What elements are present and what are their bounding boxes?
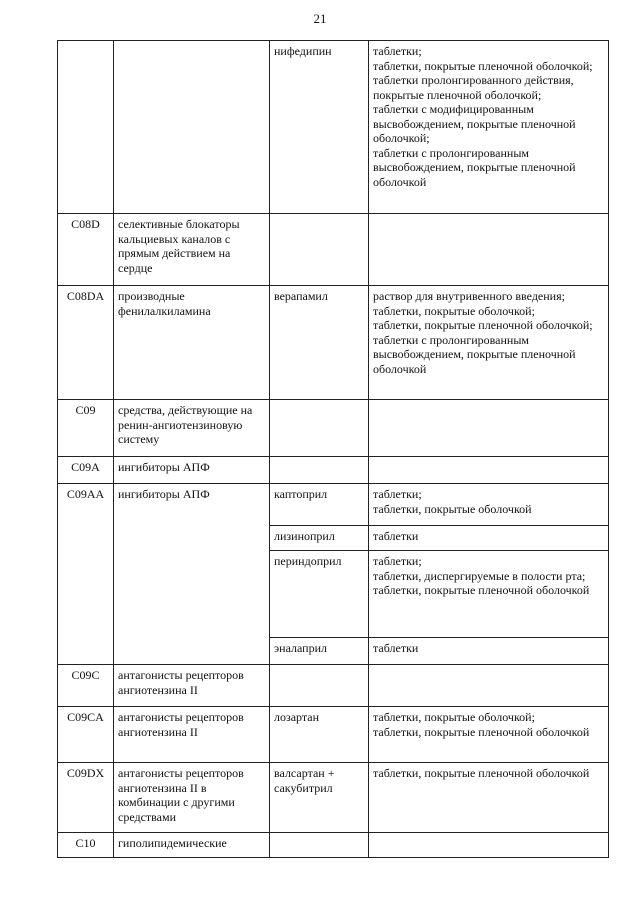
dosage-form-cell bbox=[369, 400, 609, 457]
atc-code-cell: C09DX bbox=[58, 763, 114, 833]
dosage-form-line: таблетки, покрытые пленочной оболочкой; bbox=[373, 58, 593, 73]
inn-cell: лозартан bbox=[270, 707, 369, 763]
atc-group-cell bbox=[114, 526, 270, 551]
dosage-form-cell bbox=[369, 833, 609, 858]
dosage-form-line: таблетки, покрытые пленочной оболочкой bbox=[373, 766, 590, 780]
dosage-form-line: таблетки, покрытые пленочной оболочкой; bbox=[373, 318, 593, 332]
inn-cell bbox=[270, 457, 369, 484]
atc-group-cell: селективные блокаторы кальциевых каналов с прямым действием на сердце bbox=[114, 214, 270, 286]
atc-group-cell: средства, действующие на ренин-ангиотензиновую систему bbox=[114, 400, 270, 457]
atc-group-cell: антагонисты рецепторов ангиотензина II bbox=[114, 707, 270, 763]
inn-cell bbox=[270, 214, 369, 286]
inn-cell: верапамил bbox=[270, 286, 369, 400]
dosage-form-line: таблетки, покрытые пленочной оболочкой bbox=[373, 583, 590, 597]
dosage-form-cell bbox=[369, 457, 609, 484]
dosage-form-line: таблетки; bbox=[373, 554, 422, 568]
atc-code-cell: C10 bbox=[58, 833, 114, 858]
dosage-form-cell bbox=[369, 41, 609, 214]
atc-group-cell: антагонисты рецепторов ангиотензина II в комбинации с другими средствами bbox=[114, 763, 270, 833]
table-row bbox=[58, 551, 609, 638]
atc-code-cell bbox=[58, 551, 114, 638]
dosage-form-line: таблетки bbox=[373, 641, 419, 655]
inn-cell: валсартан + сакубитрил bbox=[270, 763, 369, 833]
dosage-form-cell bbox=[369, 214, 609, 286]
inn-cell: нифедипин bbox=[270, 41, 369, 214]
drug-table bbox=[57, 40, 609, 858]
table-row bbox=[58, 707, 609, 763]
atc-group-cell bbox=[114, 41, 270, 214]
table-row bbox=[58, 484, 609, 526]
inn-cell bbox=[270, 833, 369, 858]
dosage-form-line: таблетки с пролонгированным высвобождением, покрытые пленочной оболочкой bbox=[373, 332, 576, 376]
table-row bbox=[58, 665, 609, 707]
table-row bbox=[58, 214, 609, 286]
inn-cell: периндоприл bbox=[270, 551, 369, 638]
dosage-form-line: таблетки; bbox=[373, 44, 422, 58]
dosage-form-cell bbox=[369, 707, 609, 763]
inn-cell: лизиноприл bbox=[270, 526, 369, 551]
dosage-form-cell bbox=[369, 484, 609, 526]
atc-code-cell: C09AA bbox=[58, 484, 114, 526]
dosage-form-line: таблетки с модифицированным высвобождением, покрытые пленочной оболочкой; bbox=[373, 102, 576, 145]
atc-code-cell: C09CA bbox=[58, 707, 114, 763]
dosage-form-cell bbox=[369, 665, 609, 707]
page-number: 21 bbox=[313, 11, 327, 26]
dosage-form-line: таблетки пролонгированного действия, покрытые пленочной оболочкой; bbox=[373, 73, 574, 102]
dosage-form-cell bbox=[369, 763, 609, 833]
dosage-form-cell bbox=[369, 286, 609, 400]
dosage-form-line: таблетки; bbox=[373, 487, 422, 501]
table-row bbox=[58, 286, 609, 400]
atc-group-cell: гиполипидемические bbox=[114, 833, 270, 858]
atc-code-cell bbox=[58, 41, 114, 214]
table-row bbox=[58, 400, 609, 457]
atc-code-cell: C09A bbox=[58, 457, 114, 484]
table-row bbox=[58, 41, 609, 214]
dosage-form-line: таблетки, покрытые оболочкой; bbox=[373, 303, 535, 318]
atc-code-cell bbox=[58, 526, 114, 551]
atc-code-cell: C08DA bbox=[58, 286, 114, 400]
dosage-form-line: таблетки с пролонгированным высвобождением, покрытые пленочной оболочкой bbox=[373, 145, 576, 189]
table-row bbox=[58, 833, 609, 858]
table-row bbox=[58, 526, 609, 551]
dosage-form-line: таблетки bbox=[373, 529, 419, 543]
atc-code-cell: C09C bbox=[58, 665, 114, 707]
inn-cell: эналаприл bbox=[270, 638, 369, 665]
dosage-form-cell bbox=[369, 526, 609, 551]
table-row bbox=[58, 763, 609, 833]
dosage-form-cell bbox=[369, 551, 609, 638]
dosage-form-line: таблетки, диспергируемые в полости рта; bbox=[373, 568, 586, 583]
atc-code-cell: C08D bbox=[58, 214, 114, 286]
atc-group-cell: антагонисты рецепторов ангиотензина II bbox=[114, 665, 270, 707]
inn-cell bbox=[270, 665, 369, 707]
atc-group-cell bbox=[114, 551, 270, 638]
atc-group-cell: ингибиторы АПФ bbox=[114, 484, 270, 526]
atc-group-cell bbox=[114, 638, 270, 665]
dosage-form-line: таблетки, покрытые пленочной оболочкой bbox=[373, 724, 590, 739]
dosage-form-line: раствор для внутривенного введения; bbox=[373, 289, 565, 303]
inn-cell: каптоприл bbox=[270, 484, 369, 526]
atc-code-cell bbox=[58, 638, 114, 665]
dosage-form-cell bbox=[369, 638, 609, 665]
dosage-form-line: таблетки, покрытые оболочкой bbox=[373, 501, 532, 516]
atc-group-cell: производные фенилалкиламина bbox=[114, 286, 270, 400]
inn-cell bbox=[270, 400, 369, 457]
atc-group-cell: ингибиторы АПФ bbox=[114, 457, 270, 484]
atc-code-cell: C09 bbox=[58, 400, 114, 457]
table-row bbox=[58, 638, 609, 665]
dosage-form-line: таблетки, покрытые оболочкой; bbox=[373, 710, 535, 724]
table-row bbox=[58, 457, 609, 484]
